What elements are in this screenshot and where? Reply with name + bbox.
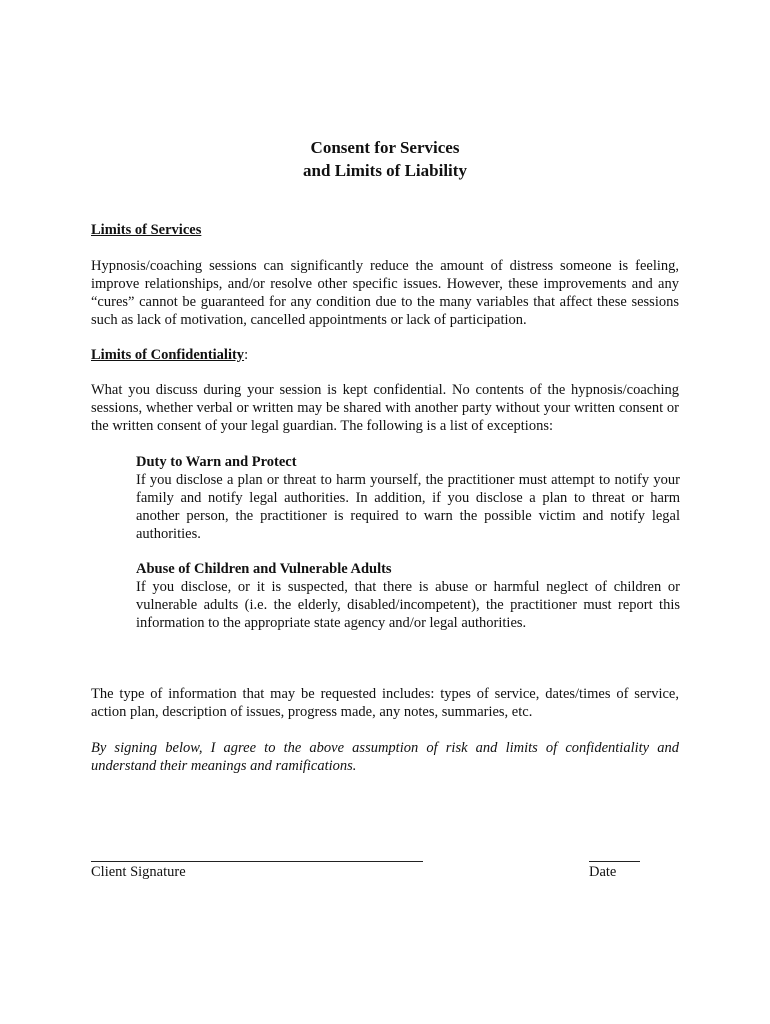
document-title-line2: and Limits of Liability xyxy=(303,161,467,180)
exception-body: If you disclose a plan or threat to harm yourself, the practitioner must attempt to notify your family and notify legal authorities. In addition, if you disclose a plan to threat or harm another person, the practitioner is required to warn the possible victim and notify legal authorities. xyxy=(136,472,680,542)
client-signature-line[interactable] xyxy=(91,861,423,862)
date-line[interactable] xyxy=(589,861,640,862)
confidentiality-paragraph: What you discuss during your session is kept confidential. No contents of the hypnosis/coaching sessions, whether verbal or written may be shared with another party without your written consent or the written consent of your legal guardian. The following is a list of exceptions: xyxy=(91,382,679,434)
exception-body: If you disclose, or it is suspected, that there is abuse or harmful neglect of children or vulnerable adults (i.e. the elderly, disabled/incompetent), the practitioner must report this information to the appropriate state agency and/or legal authorities. xyxy=(136,579,680,631)
exception-abuse xyxy=(136,560,680,632)
confidentiality-heading-text: Limits of Confidentiality xyxy=(91,347,245,363)
exception-title: Abuse of Children and Vulnerable Adults xyxy=(136,561,392,577)
agreement-paragraph: By signing below, I agree to the above assumption of risk and limits of confidentiality and understand their meanings and ramifications. xyxy=(91,740,679,774)
client-signature-label: Client Signature xyxy=(91,864,186,880)
exception-title: Duty to Warn and Protect xyxy=(136,454,297,470)
services-heading-text: Limits of Services xyxy=(91,222,202,238)
services-paragraph: Hypnosis/coaching sessions can significantly reduce the amount of distress someone is feeling, improve relationships, and/or resolve other specific issues. However, these improvements and any “cures” cannot be guaranteed for any condition due to the many variables that affect these sessions such as lack of motivation, cancelled appointments or lack of participation. xyxy=(91,258,679,328)
confidentiality-heading xyxy=(91,346,248,364)
exception-duty-to-warn xyxy=(136,453,680,543)
document-title-line1: Consent for Services xyxy=(310,138,460,157)
confidentiality-heading-colon: : xyxy=(244,347,249,363)
date-label: Date xyxy=(589,864,617,880)
info-types-paragraph: The type of information that may be requested includes: types of service, dates/times of service, action plan, description of issues, progress made, any notes, summaries, etc. xyxy=(91,686,679,720)
services-heading xyxy=(91,221,201,239)
